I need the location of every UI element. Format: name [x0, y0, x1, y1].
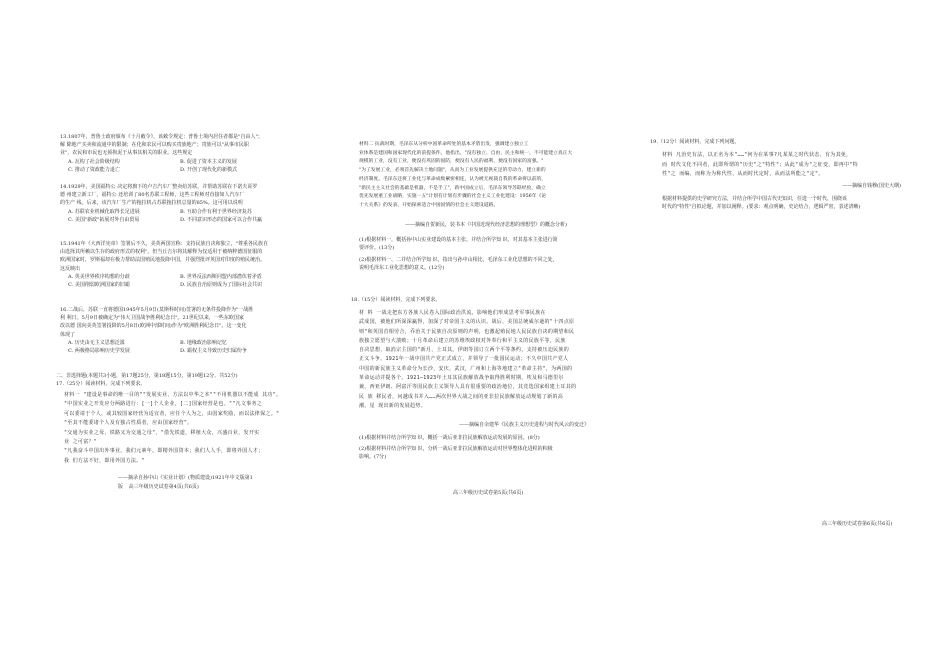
q13-option-d[interactable]: D. 开创了现代化的新模式: [180, 166, 238, 173]
q14-stem-line: 14.1929年，美国福特公 决定将旗下的卢吉汽车厂整卖给苏联，并帮助苏联在下诺夫哥罗: [60, 184, 258, 190]
section-two-heading: [56, 372, 238, 388]
material-three-line: 正义斗争。1921年一战中国共产党正式成立，并领导了一批国民运动；不久中国共产党人: [359, 356, 569, 363]
material-one-line: "至其不能委诸个人及有独占性质者，应由国家经营"。: [64, 420, 193, 427]
q16-option-b[interactable]: B. 地缘政治影响记忆: [180, 339, 227, 346]
q16-stem-line: 体现了: [60, 331, 76, 338]
q15-options-row: [60, 281, 292, 289]
q14-option-a[interactable]: A. 苏联农业机械化取得长足进展: [68, 208, 140, 215]
page-footer-5: [453, 489, 523, 497]
question-17-part-2: [359, 256, 558, 272]
material-two-source: [405, 221, 567, 229]
material-two: [359, 141, 572, 211]
q16-stem-line: 改以德 国向美英签署投降的5月8日(欧洲中部时间)作为"欧洲胜利纪念日"。这一变化: [60, 323, 247, 330]
q14-stem-line: 德 州建立新工厂，福特公 还培训了80名苏联工程师，这些工程师对直接如人汽车厂: [60, 192, 245, 199]
q19-title: 19.（12分）阅读材料，完成下列问题。: [650, 139, 740, 145]
q18-part1: (1)根据材料并结合所学知 识，概括一战后亚非拉民族解放运动发展的原因。(8分): [359, 435, 540, 441]
source-citation: ——摘编自贺新民，装书本《中国近现代经济思想的理想型》的概念分析): [405, 222, 567, 228]
q15-option-b[interactable]: B. 世界反法西斯同盟内部潜伏着矛盾: [180, 273, 262, 280]
material-one-line: 可以委请于个人，或其较国家经营为适宜者，应任个人为之，由国家奖励，而以法律保之。": [64, 410, 280, 417]
q15-stem-line: 这反映出: [60, 265, 81, 272]
material-four-line: 材料 凡治史有法，以正名为本"……"何为在某事?凡某某之时代状态，有为其免，: [662, 152, 852, 158]
material-three-line: 兼，西亚伊朗、阿富汗等国民族主义领导人具有很重要的政治地位，其竞选国家组建土耳其的: [359, 384, 577, 391]
q14-options-row: [60, 216, 292, 224]
question-19-title: [650, 138, 739, 146]
q14-stem-line: 的生产 线。后来，该汽车厂生产的拖拉机占苏联拖拉机总量的85%。这可用以说明: [60, 200, 243, 207]
q13-option-c[interactable]: C. 推动了资政能力退亡: [68, 166, 120, 173]
q19-task-line: 根据材料提供的史学研究方法，并结合所学中国古代史知识，任选一个时代，围绕该: [662, 196, 848, 202]
question-17-title: 17.（25分）阅读材料，完成下列要求。: [56, 381, 146, 388]
q15-stem-line: 欧洲国家时，罗斯福却在极力帮助法国殖民地投降中国，并强烈批评英国对印度的殖民统治。: [60, 257, 266, 264]
q17-part1-line: (1)根据材料一，概括孙中山实业建设的基本主张，并结合所学知 识，对其基本主张进行简: [359, 237, 558, 243]
question-18-title: [351, 296, 440, 304]
material-three-line: 武成国，被他们所深深赢得，加深了对帝国主义的认识。战后，美国总统威尔逊的"十四点原: [359, 319, 575, 326]
question-18-parts: [359, 434, 553, 462]
material-one-line: "交通为实业之母，铁路又为交通之母"，"借先铁道，移植大众，兴盛百业，发开实: [64, 429, 260, 436]
material-four-line: 性"之 而编，而称为为称代性，从而时代定时，从而法所能之"定"。: [662, 171, 824, 178]
material-two-line: 业体系是建国和国家现代化的前提条件。他指出，"没有独立、自由、民主和统一，不可能建立真正大: [359, 150, 573, 156]
question-19-task: [662, 195, 861, 211]
q15-stem-line: 15.1941年《大西洋宪章》签署后不久，美英两国宣称：支持民族自决和独立，"尊重各民族自: [60, 241, 268, 247]
material-three-line: 民 族 移民者，问越成书并入……两次世界大战之间的亚非拉民族解放运动规划了新的高: [359, 393, 564, 400]
q14-options-row: [60, 208, 292, 216]
q13-options-row: [60, 166, 292, 174]
material-one-line: "中国实业之开发应分两路进行：[一]个人企业，[二]国家经营是也。""凡文事务之: [64, 401, 263, 408]
q16-options-row: [60, 347, 292, 355]
footer-text: 高三年级历史试卷第4页(共6页): [128, 484, 199, 490]
source-citation: ——摘编自余建华《民族主义历史进程与时代风云的变迁》: [459, 422, 590, 428]
material-two-line: 规模的工业，没有工业，便没有巩固的国防，便没有人民的福利，便没有国家的富强。": [359, 159, 544, 165]
footer-prefix: 版: [118, 484, 124, 490]
q15-option-c[interactable]: C. 美国削弱欧洲国家的旧霸: [68, 282, 130, 289]
q17-part1-line: 要评价。(13分): [359, 245, 395, 252]
material-three-line: 中国的新民族主义革命分为长沙，安庆，武汉，广州和上海等地建立"革命主持"，为两国的: [359, 365, 573, 372]
material-three-line: 族独立愿望与大溃败；十月革命后建立的苏维埃政权对外奉行和平主义的民族平等，民族: [359, 337, 566, 344]
material-one: [64, 391, 281, 466]
material-one-source: [118, 474, 253, 482]
material-three-line: 自决思想，取消宗主国的"新月，土耳其。伊朗等国订立两个平等条约，支持被压迫民族的: [359, 347, 570, 354]
material-two-line: "为了发展工业，必须首先解决土地问题"，从而为工业发展提供充足的劳动力，建立新的: [359, 168, 546, 174]
material-two-line: 材料二 抗战时期，毛泽东从分析中国革命所处的基本矛盾出发，强调建立独立工: [359, 142, 529, 147]
material-two-line: "新民主主义社会的基础是机器，不是手工"，新中国成立后，毛泽东领导苏联经验，确立: [359, 185, 546, 191]
q16-options-row: [60, 339, 292, 347]
q17-part2-line: (2)根据材料一、二并结合所学知 识，指出与孙中山相比，毛泽东工业化思想的不同之处，: [359, 257, 558, 263]
q14-option-c[interactable]: C. 美国"新政"拓展对外自由贸易: [68, 216, 140, 223]
material-four-source: [842, 182, 901, 190]
material-three-source: [459, 421, 589, 429]
q13-stem-line: 业"，农民和市民也无须拘泥于从事其相关的职业。这些规定: [60, 150, 193, 157]
q13-stem-line: 解 除地产买卖和流通中的限制；在化和农民可以购买贵族地产；贵族可以"从事市民职: [60, 142, 249, 149]
material-two-line: 十大关系》的发表，开始探索适合中国国情的社会主义建设道路。: [359, 202, 499, 208]
material-three: [359, 309, 576, 411]
q13-stem-line: 13.1807年，普鲁士政府颁布《十月敕令》，该敕令规定：普鲁士境内居住者都是"自由人"；: [60, 134, 263, 140]
footer-text: 高三年级历史试卷第6页(共6页): [822, 521, 893, 527]
footer-text: 高三年级历史试卷第5页(共6页): [453, 490, 524, 496]
question-13: [60, 133, 292, 174]
q16-option-c[interactable]: C. 两极格局影响历史学发展: [68, 348, 130, 355]
q15-options-row: [60, 273, 292, 281]
q16-stem-line: 利 利日。5月9日被确定为"伟大卫国战争胜利纪念日"。21世纪以来，一些东欧国家: [60, 315, 244, 322]
material-one-line: 业 之可富？": [64, 439, 98, 446]
q15-option-a[interactable]: A. 英美世界秩序构想的分歧: [68, 273, 130, 280]
material-three-line: 革命运动并提各个。1921—1923年土耳其民族解放战争取得胜利时期，埃及和马德里尔: [359, 375, 564, 382]
q13-option-b[interactable]: B. 促进了资本主义的发展: [180, 158, 237, 165]
page-footer-4: [118, 483, 199, 491]
material-three-line: 潮，星 现出新的发展趋势。: [359, 402, 426, 409]
source-citation: ——摘编自钱穆(国史大纲): [842, 183, 901, 189]
question-17-part-1: [359, 236, 558, 252]
q17-part2-line: 说明毛泽东工业化思想的意义。(12分): [359, 265, 445, 272]
q13-option-a[interactable]: A. 瓦构了社会阶级结构: [68, 158, 120, 165]
question-15: [60, 240, 292, 289]
material-three-line: 则"和英国首相劳合，乔治关于民族自决原则的声明，也激起殖民地人民民族自决的期望和民: [359, 328, 575, 335]
material-four: [662, 151, 858, 180]
q13-options-row: [60, 158, 292, 166]
material-one-line: "凡我奋斗中国出外事业，我们元素年。即精外国资本；我们人人手，即将外国人才；: [64, 448, 264, 455]
q15-stem-line: 由选择其所赖以生存的政府形式的权利"。但当丘吉尔将其解释为仅适用于被纳粹德国征服的: [60, 249, 263, 256]
source-citation: ——摘录自孙中山《实业计划》(物质建设)1921年中文版第1: [118, 475, 253, 481]
q15-option-d[interactable]: D. 民族自治原则成为了国际社会共识: [180, 282, 263, 289]
question-16: [60, 306, 292, 355]
material-one-line: 我 们方法不好，即用外国方法。": [64, 457, 145, 464]
material-one-line: 材料一 "建设是事命的唯一目的""发展实业，方法以中华之本""不用机器以不能成 其功"。: [64, 392, 282, 398]
page-footer-6: [822, 520, 892, 528]
material-four-line: 而 时代文化不同者，此即所谓的"历史"之"特性"；从此"成为"之征变，即再中"特: [662, 161, 859, 168]
q18-title: 18.（15分）阅读材料，完成下列要求。: [351, 297, 441, 303]
q16-option-a[interactable]: A. 历史由无主义思想泛滥: [68, 339, 125, 346]
section-two-title: 二、非选择题(本题共3小题，第17题25分，第18题15分，第19题12分，共52分): [56, 373, 238, 379]
q18-part2-line: (2)根据材料并结合所学知 识，分析一战后亚非拉民族解放运动对世界整体化进程的积极: [359, 446, 553, 453]
material-three-line: 材 料 一战走把东方各族人民卷入国际政治洪流，影响他们形成思考军事民族在: [359, 310, 546, 316]
material-two-line: 经济制度。毛泽东还将工业化与革命成败紧密相连，认为被无视裁自我的革命将以前的，: [359, 176, 547, 182]
q18-part2-line: 影响。(7分): [359, 454, 387, 461]
q16-option-d[interactable]: D. 霸权主义导致历史归属纷争: [180, 348, 248, 355]
q19-task-line: 时代的"特性"自拟论题，并加以阐释。(要求：观点明确，史论结合，逻辑严密，表述清晰): [662, 204, 861, 211]
q16-stem-line: 16.二战后，苏联一直将德国1945年5月9日(莫斯科时间)签署的无条件投降作为"一战胜: [60, 307, 254, 313]
question-14: [60, 183, 292, 224]
material-two-line: 优先发展重工业战略，实施一五"计划有计划有步骤的社会主义工业化建设：1956年《论: [359, 194, 547, 200]
q14-option-d[interactable]: D. 不同意识形态的国家可以合作共赢: [180, 216, 263, 223]
q14-option-b[interactable]: B. 互助合作有利于世界经济复苏: [180, 208, 252, 215]
